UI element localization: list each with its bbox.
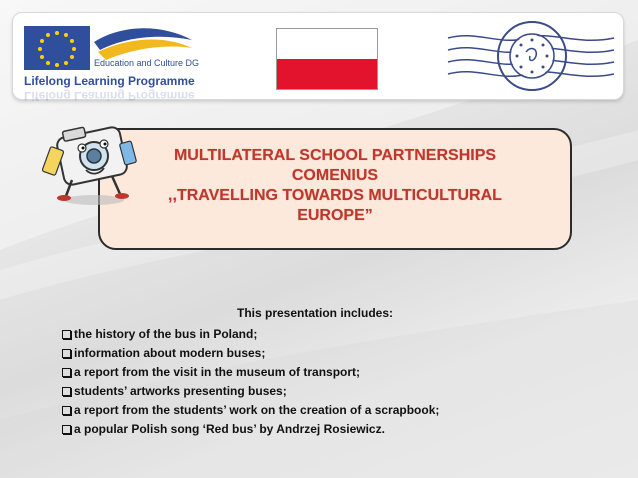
- contents-list: [62, 325, 439, 439]
- title-line-4: EUROPE”: [297, 207, 373, 224]
- list-item: [62, 382, 439, 401]
- list-item-text: a report from the students’ work on the creation of a scrapbook;: [74, 403, 440, 417]
- list-item: [62, 325, 439, 344]
- list-item: [62, 420, 439, 439]
- programme-label-reflection: Lifelong Learning Programme: [24, 89, 195, 103]
- checkbox-bullet-icon: [62, 406, 71, 415]
- checkbox-bullet-icon: [62, 368, 71, 377]
- list-item: [62, 344, 439, 363]
- list-item-text: a report from the visit in the museum of transport;: [74, 365, 361, 379]
- list-item-text: a popular Polish song ‘Red bus’ by Andrzej Rosiewicz.: [74, 422, 385, 436]
- programme-label: Lifelong Learning Programme: [24, 74, 195, 88]
- checkbox-bullet-icon: [62, 349, 71, 358]
- checkbox-bullet-icon: [62, 425, 71, 434]
- flag-red-stripe: [277, 59, 377, 89]
- title-line-3: ,,TRAVELLING TOWARDS MULTICULTURAL: [168, 187, 502, 204]
- project-stamp-logo: [446, 16, 616, 96]
- list-item: [62, 401, 439, 420]
- dg-label: Education and Culture DG: [94, 58, 200, 68]
- list-item: [62, 363, 439, 382]
- camera-mascot-illustration: [42, 118, 142, 208]
- list-item-text: the history of the bus in Poland;: [74, 327, 258, 341]
- polish-flag: [276, 28, 378, 90]
- flag-white-stripe: [277, 29, 377, 59]
- title-line-1: MULTILATERAL SCHOOL PARTNERSHIPS: [173, 147, 497, 164]
- title-line-2: COMENIUS: [291, 167, 379, 184]
- checkbox-bullet-icon: [62, 387, 71, 396]
- list-item-text: information about modern buses;: [74, 346, 266, 360]
- list-item-text: students’ artworks presenting buses;: [74, 384, 287, 398]
- contents-intro: This presentation includes:: [237, 306, 394, 320]
- checkbox-bullet-icon: [62, 330, 71, 339]
